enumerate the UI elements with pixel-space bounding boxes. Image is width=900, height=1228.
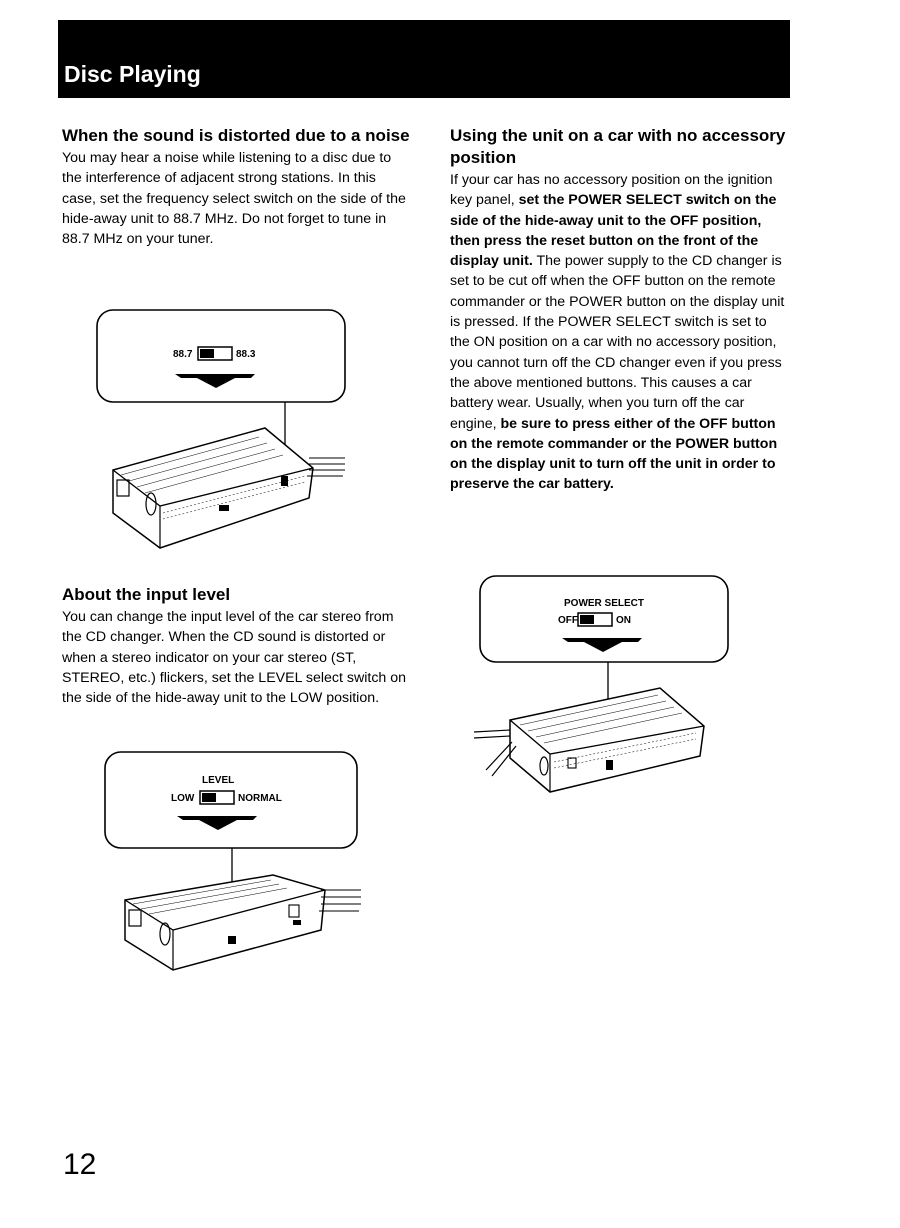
section-body <box>450 170 790 495</box>
hideaway-unit-illustration <box>470 570 740 800</box>
hideaway-unit-illustration <box>103 750 371 980</box>
body-emphasis: set the POWER SELECT switch on the side of the hide-away unit to the OFF position, then press the reset button on the front of the display unit. <box>450 192 777 270</box>
section-no-accessory <box>450 125 790 495</box>
section-body: You may hear a noise while listening to a disc due to the interference of adjacent strong stations. In this case, set the frequency select switch on the side of the hide-away unit to 88.7 MHz. Do not forget to tune in 88.7 MHz on your tuner. <box>62 150 406 248</box>
body-text: The power supply to the CD changer is set to be cut off when the OFF button on the remote commander or the POWER button on the display unit is pressed. If the POWER SELECT switch is set to the ON position on a car with no accessory position, you cannot turn off the CD changer even if you press the above mentioned buttons. This causes a car battery wear. Usually, when you turn off the car engine, <box>450 253 785 432</box>
switch-left-label: LOW <box>171 793 195 804</box>
section-heading: Using the unit on a car with no accessory position <box>450 126 786 167</box>
switch-title-label: POWER SELECT <box>564 598 645 609</box>
page-title: Disc Playing <box>64 61 201 87</box>
body-emphasis: be sure to press either of the OFF button on the remote commander or the POWER button on the display unit to turn off the unit in order to preserve the car battery. <box>450 415 778 493</box>
switch-title-label: LEVEL <box>202 775 235 786</box>
switch-left-label: OFF <box>558 615 578 626</box>
switch-left-label: 88.7 <box>173 349 193 360</box>
section-input-level <box>62 584 412 708</box>
section-body: You can change the input level of the car stereo from the CD changer. When the CD sound is distorted or when a stereo indicator on your car stereo (ST, STEREO, etc.) flickers, set the LEVEL select switch on the side of the hide-away unit to the LOW position. <box>62 609 407 707</box>
frequency-switch-figure <box>95 308 365 558</box>
switch-right-label: 88.3 <box>236 349 256 360</box>
switch-right-label: NORMAL <box>238 793 282 804</box>
hideaway-unit-illustration <box>95 308 365 558</box>
power-select-figure <box>470 570 740 800</box>
section-distorted <box>62 125 412 249</box>
section-heading: When the sound is distorted due to a noise <box>62 126 410 145</box>
page-number: 12 <box>63 1148 97 1181</box>
switch-right-label: ON <box>616 615 631 626</box>
body-text: If your car has no accessory position on the ignition key panel, <box>450 172 773 209</box>
level-switch-figure <box>103 750 371 980</box>
section-heading: About the input level <box>62 585 231 604</box>
